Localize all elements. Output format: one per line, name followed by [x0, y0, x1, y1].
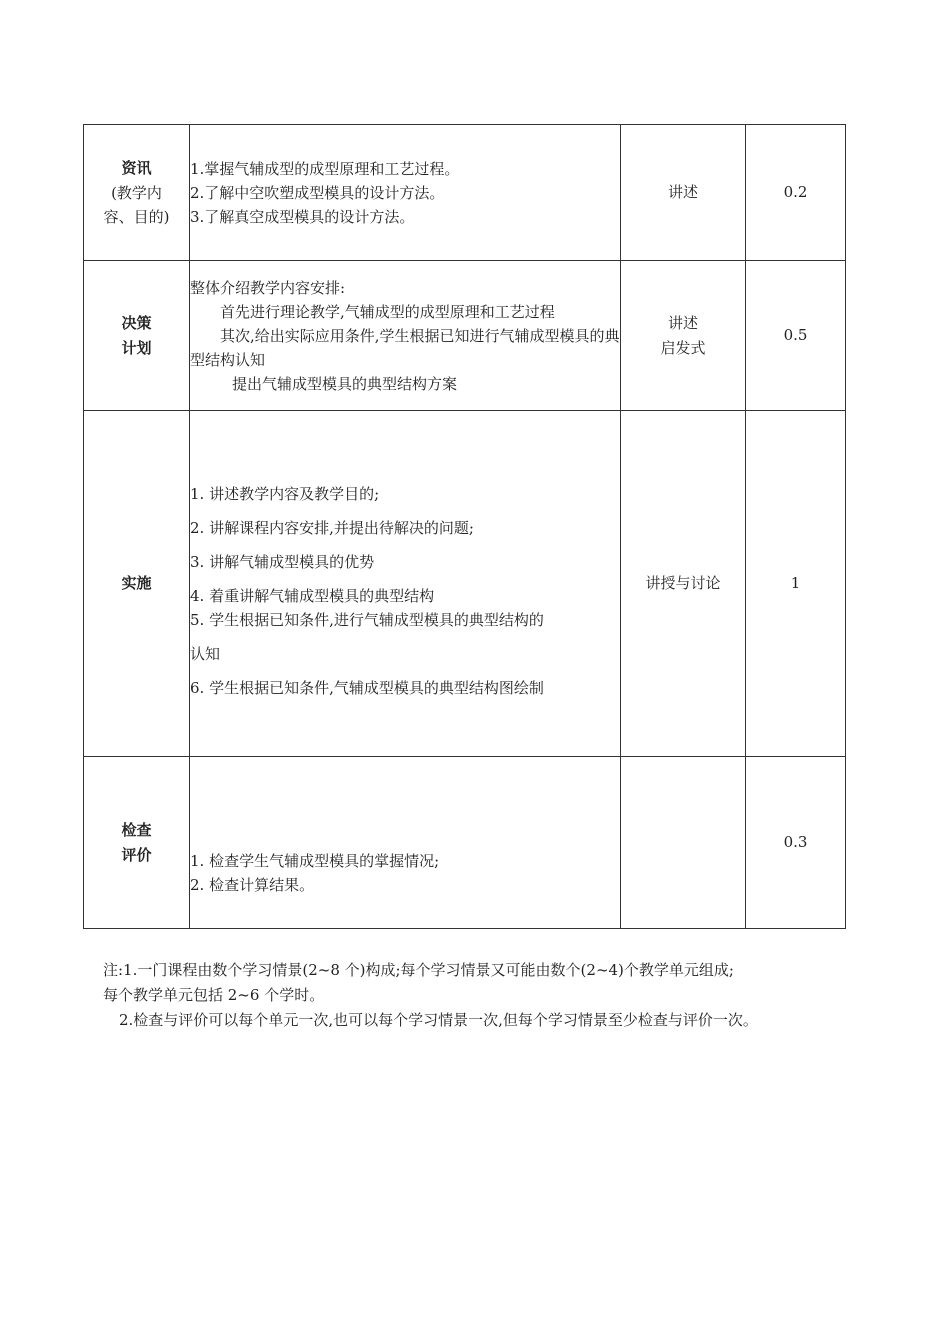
content-line: 5. 学生根据已知条件,进行气辅成型模具的典型结构的: [190, 610, 544, 629]
content-cell: [190, 125, 621, 261]
hours-value: 0.5: [783, 326, 808, 344]
footnote: [103, 958, 873, 1033]
method-text: 讲述: [667, 313, 698, 332]
content-line: 3.了解真空成型模具的设计方法。: [190, 207, 415, 226]
method-text: 讲授与讨论: [645, 574, 721, 592]
content-line: 2. 检查计算结果。: [190, 875, 315, 894]
content-line: 2.了解中空吹塑成型模具的设计方法。: [190, 183, 445, 202]
hours-cell: [746, 411, 846, 757]
hours-cell: [746, 125, 846, 261]
footnote-line: 2.检查与评价可以每个单元一次,也可以每个学习情景一次,但每个学习情景至少检查与评价一次。: [119, 1011, 758, 1029]
table-row: [84, 411, 846, 757]
content-line: 6. 学生根据已知条件,气辅成型模具的典型结构图绘制: [190, 678, 544, 697]
content-line: 2. 讲解课程内容安排,并提出待解决的问题;: [190, 518, 474, 537]
method-cell: [621, 261, 746, 411]
content-line: 4. 着重讲解气辅成型模具的典型结构: [190, 586, 435, 605]
hours-cell: [746, 757, 846, 929]
teaching-plan-table: [83, 124, 846, 929]
content-line: 3. 讲解气辅成型模具的优势: [190, 552, 375, 571]
content-cell: [190, 261, 621, 411]
stage-cell-implement: [84, 411, 190, 757]
content-cell: [190, 757, 621, 929]
method-cell: [621, 125, 746, 261]
stage-label: 实施: [121, 574, 152, 592]
table-row: [84, 757, 846, 929]
hours-value: 0.3: [783, 833, 808, 851]
method-text: 启发式: [660, 338, 706, 357]
method-cell: [621, 757, 746, 929]
stage-sublabel: (教学内: [111, 184, 162, 202]
content-line: 提出气辅成型模具的典型结构方案: [232, 374, 458, 393]
content-line: 1. 讲述教学内容及教学目的;: [190, 484, 380, 503]
table-row: [84, 261, 846, 411]
stage-cell-plan: [84, 261, 190, 411]
method-text: 讲述: [667, 183, 698, 201]
hours-cell: [746, 261, 846, 411]
content-line: 首先进行理论教学,气辅成型的成型原理和工艺过程: [220, 302, 555, 321]
stage-label: 检查: [121, 820, 152, 839]
content-line: 其次,给出实际应用条件,学生根据已知进行气辅成型模具的典型结构认知: [190, 326, 620, 369]
method-cell: [621, 411, 746, 757]
stage-cell-info: [84, 125, 190, 261]
content-line: 1.掌握气辅成型的成型原理和工艺过程。: [190, 159, 460, 178]
hours-value: 0.2: [783, 183, 808, 201]
stage-label: 评价: [121, 845, 152, 864]
table-row: [84, 125, 846, 261]
stage-label: 资讯: [121, 159, 152, 177]
stage-cell-evaluate: [84, 757, 190, 929]
content-line: 整体介绍教学内容安排:: [190, 278, 346, 297]
stage-label: 计划: [121, 338, 152, 357]
stage-label: 决策: [121, 313, 152, 332]
content-cell: [190, 411, 621, 757]
stage-sublabel: 容、目的): [103, 208, 170, 226]
footnote-line: 每个教学单元包括 2~6 个学时。: [103, 986, 325, 1004]
content-line: 认知: [190, 644, 221, 663]
footnote-line: 注:1.一门课程由数个学习情景(2~8 个)构成;每个学习情景又可能由数个(2~4)个教学单元组成;: [103, 961, 734, 979]
hours-value: 1: [790, 574, 801, 592]
content-line: 1. 检查学生气辅成型模具的掌握情况;: [190, 851, 440, 870]
